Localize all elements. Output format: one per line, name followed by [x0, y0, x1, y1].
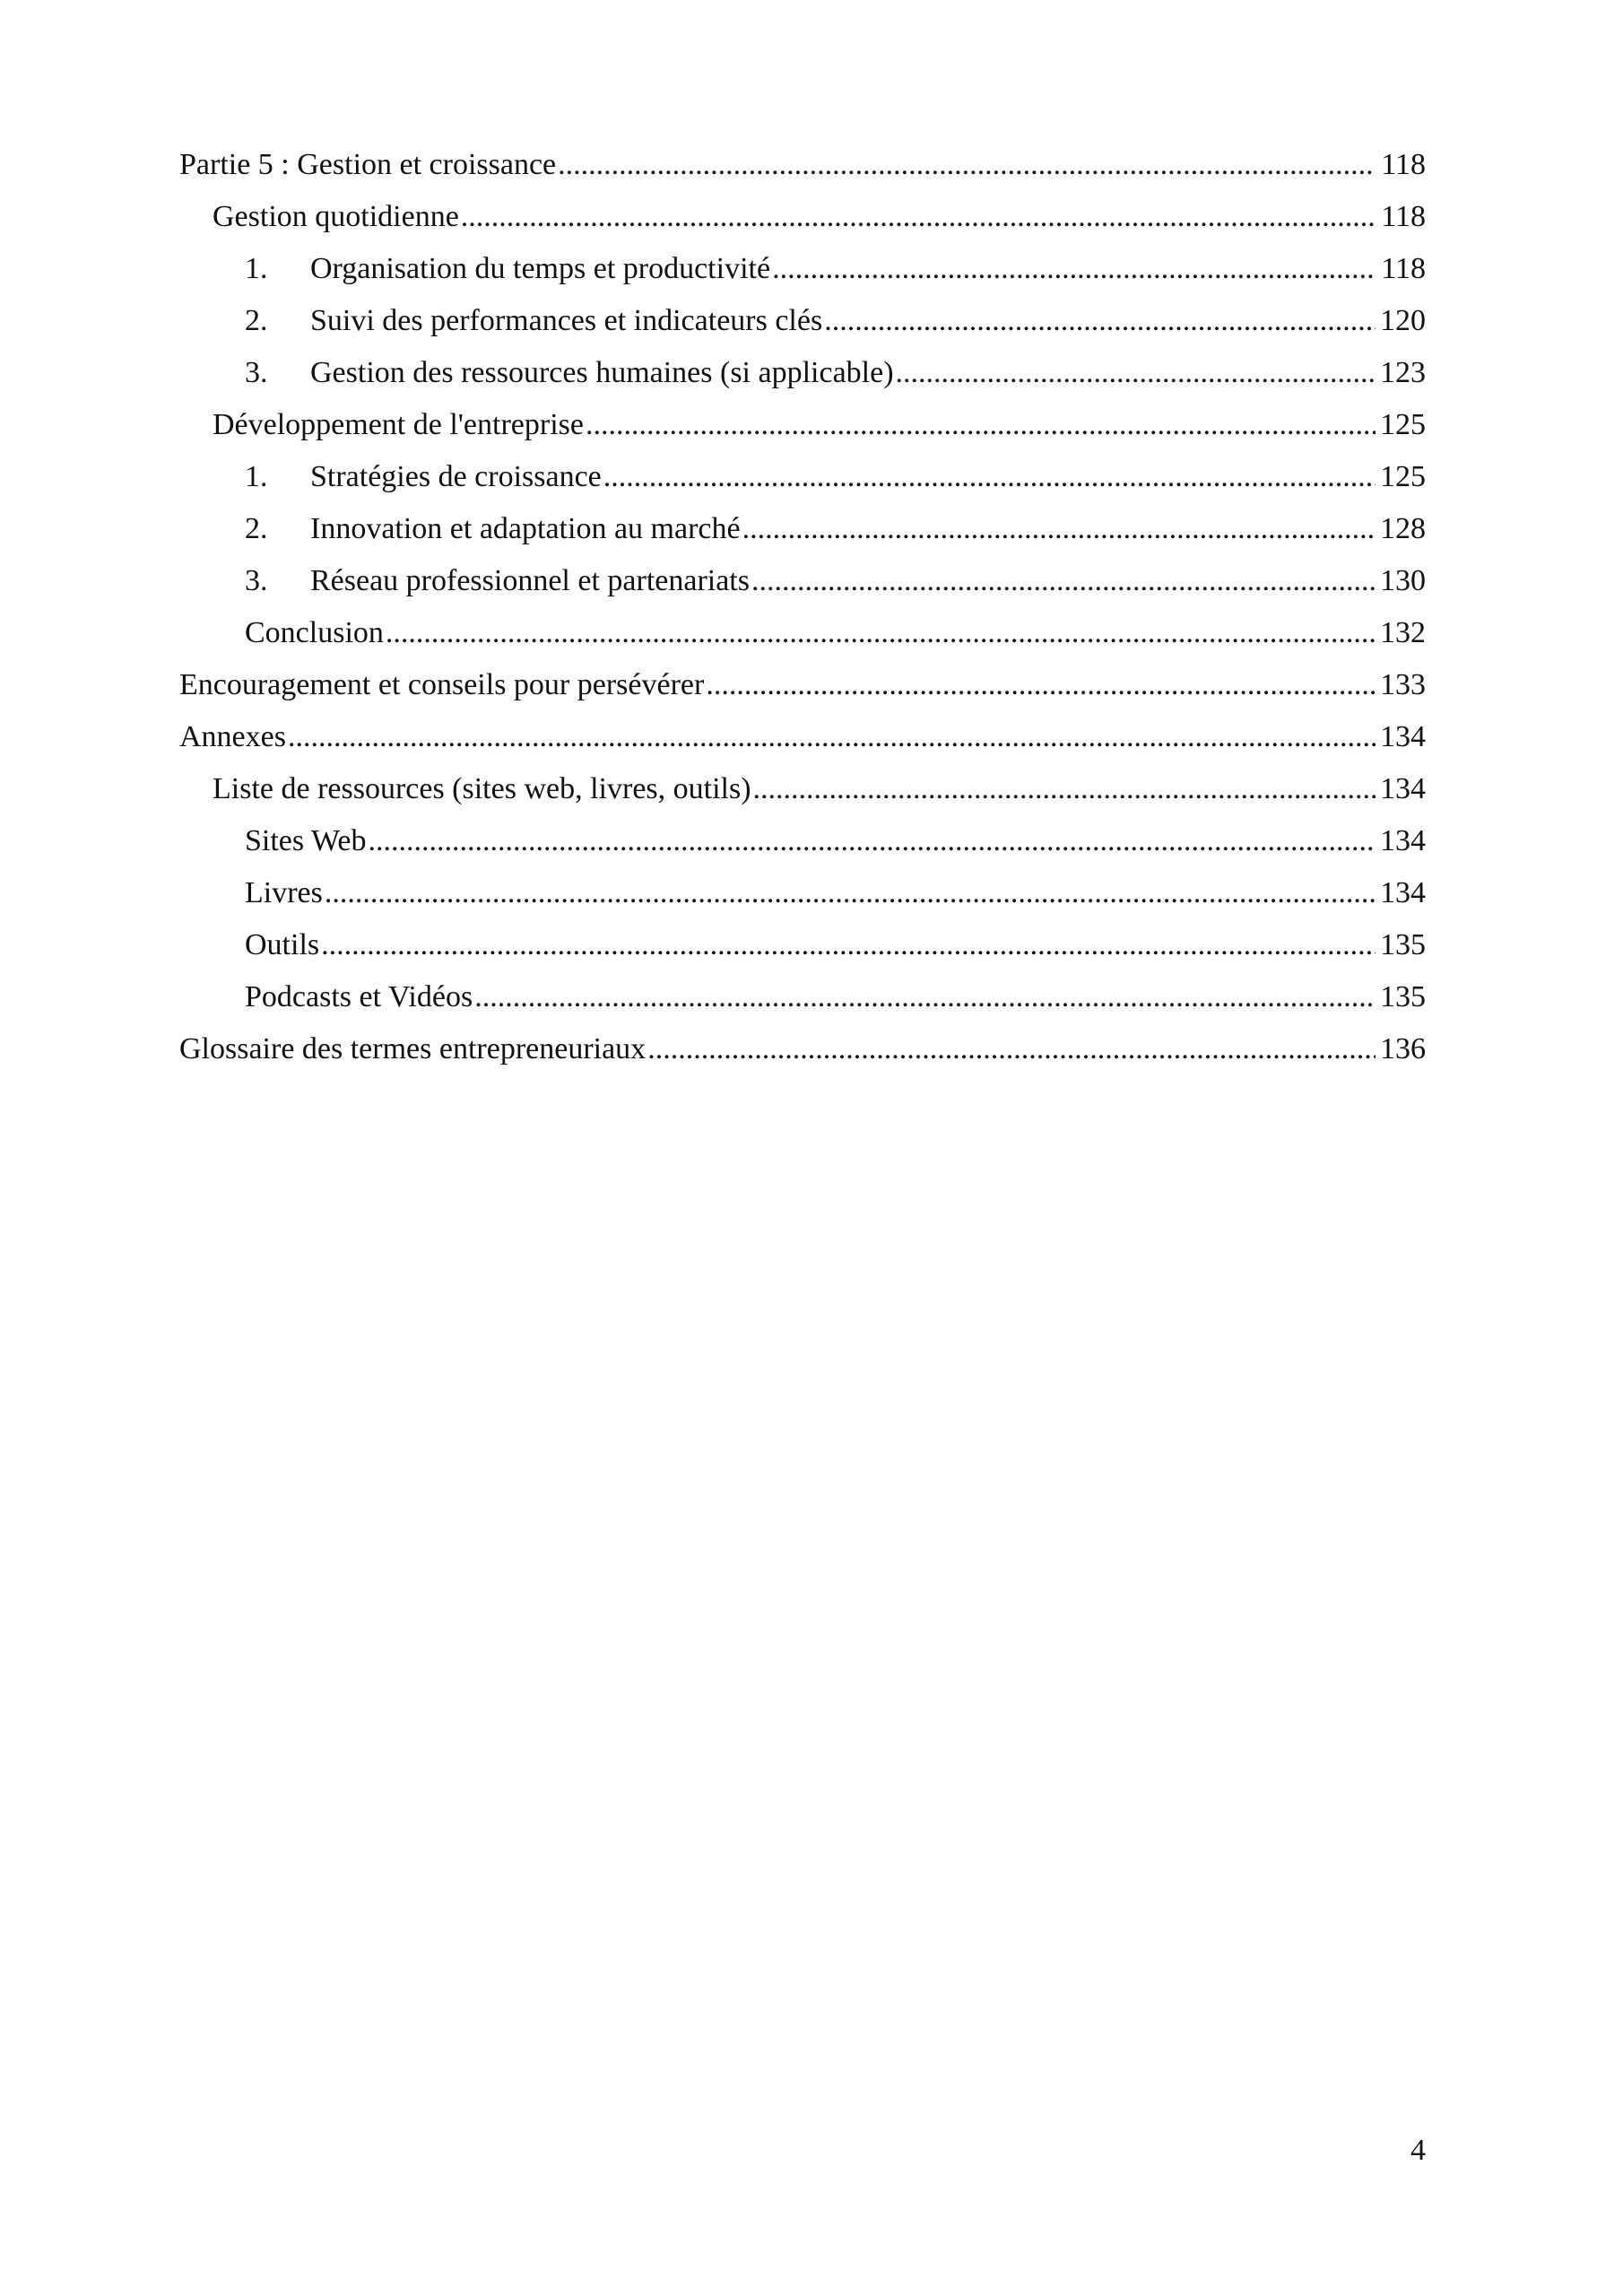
toc-entry-page: 120	[1380, 304, 1426, 337]
toc-entry-number: 3.	[245, 356, 268, 389]
toc-entry[interactable]	[179, 659, 1426, 711]
toc-entry-title: Glossaire des termes entrepreneuriaux	[179, 1032, 647, 1065]
toc-dot-leader	[474, 971, 1376, 1023]
toc-entry-title: Sites Web	[245, 824, 367, 857]
toc-entry[interactable]	[179, 243, 1426, 295]
toc-dot-leader	[742, 503, 1376, 555]
toc-entry-title: Podcasts et Vidéos	[245, 980, 473, 1013]
toc-entry-page: 118	[1381, 148, 1426, 181]
toc-dot-leader	[386, 607, 1376, 659]
toc-entry-title: Outils	[245, 928, 320, 961]
toc-entry-number: 1.	[245, 252, 268, 285]
toc-dot-leader	[586, 399, 1376, 451]
toc-entry-title: Organisation du temps et productivité	[310, 252, 771, 285]
toc-entry-title: Gestion des ressources humaines (si applicable)	[310, 356, 894, 389]
toc-entry-title: Développement de l'entreprise	[213, 408, 584, 441]
toc-entry-page: 118	[1381, 252, 1426, 285]
toc-dot-leader	[753, 763, 1376, 815]
toc-entry[interactable]	[179, 139, 1426, 191]
toc-entry[interactable]	[179, 971, 1426, 1023]
toc-entry-title: Suivi des performances et indicateurs clés	[310, 304, 823, 337]
toc-entry-page: 136	[1380, 1032, 1426, 1065]
toc-entry-page: 123	[1380, 356, 1426, 389]
toc-dot-leader	[368, 815, 1376, 867]
toc-entry-title: Livres	[245, 876, 323, 909]
toc-entry[interactable]	[179, 867, 1426, 919]
toc-entry[interactable]	[179, 347, 1426, 399]
toc-dot-leader	[558, 139, 1376, 191]
toc-entry[interactable]	[179, 451, 1426, 503]
toc-dot-leader	[461, 191, 1376, 243]
toc-entry-number: 1.	[245, 460, 268, 493]
toc-entry-title: Encouragement et conseils pour persévérer	[179, 668, 705, 701]
toc-entry-number: 3.	[245, 564, 268, 597]
toc-entry-title: Stratégies de croissance	[310, 460, 602, 493]
toc-dot-leader	[896, 347, 1376, 399]
toc-dot-leader	[603, 451, 1376, 503]
toc-entry-page: 118	[1381, 200, 1426, 233]
toc-entry-page: 125	[1380, 408, 1426, 441]
toc-entry[interactable]	[179, 815, 1426, 867]
toc-dot-leader	[325, 867, 1376, 919]
toc-entry[interactable]	[179, 763, 1426, 815]
page-number: 4	[1410, 2134, 1426, 2167]
toc-entry-title: Réseau professionnel et partenariats	[310, 564, 750, 597]
toc-entry-title: Innovation et adaptation au marché	[310, 512, 741, 545]
toc-entry-title: Annexes	[179, 720, 286, 753]
toc-entry-page: 134	[1380, 720, 1426, 753]
toc-entry-page: 134	[1380, 772, 1426, 805]
toc-entry[interactable]	[179, 555, 1426, 607]
toc-dot-leader	[824, 295, 1376, 347]
toc-entry[interactable]	[179, 399, 1426, 451]
toc-dot-leader	[772, 243, 1376, 295]
toc-entry[interactable]	[179, 711, 1426, 763]
toc-entry-title: Gestion quotidienne	[213, 200, 459, 233]
toc-entry-page: 132	[1380, 616, 1426, 649]
toc-entry-page: 130	[1380, 564, 1426, 597]
toc-dot-leader	[706, 659, 1376, 711]
toc-entry[interactable]	[179, 503, 1426, 555]
toc-entry-title: Conclusion	[245, 616, 384, 649]
toc-entry-page: 134	[1380, 876, 1426, 909]
toc-entry-page: 128	[1380, 512, 1426, 545]
toc-entry-number: 2.	[245, 512, 268, 545]
toc-entry-page: 135	[1380, 928, 1426, 961]
table-of-contents	[179, 139, 1426, 1075]
toc-entry[interactable]	[179, 295, 1426, 347]
toc-entry-title: Liste de ressources (sites web, livres, outils)	[213, 772, 751, 805]
toc-entry-number: 2.	[245, 304, 268, 337]
toc-dot-leader	[321, 919, 1376, 971]
toc-entry-page: 134	[1380, 824, 1426, 857]
toc-entry-page: 133	[1380, 668, 1426, 701]
toc-entry-page: 125	[1380, 460, 1426, 493]
toc-entry[interactable]	[179, 1023, 1426, 1075]
toc-entry[interactable]	[179, 607, 1426, 659]
toc-dot-leader	[751, 555, 1376, 607]
toc-entry-title: Partie 5 : Gestion et croissance	[179, 148, 557, 181]
toc-entry-page: 135	[1380, 980, 1426, 1013]
toc-entry[interactable]	[179, 919, 1426, 971]
toc-dot-leader	[288, 711, 1376, 763]
toc-entry[interactable]	[179, 191, 1426, 243]
toc-dot-leader	[647, 1023, 1376, 1075]
